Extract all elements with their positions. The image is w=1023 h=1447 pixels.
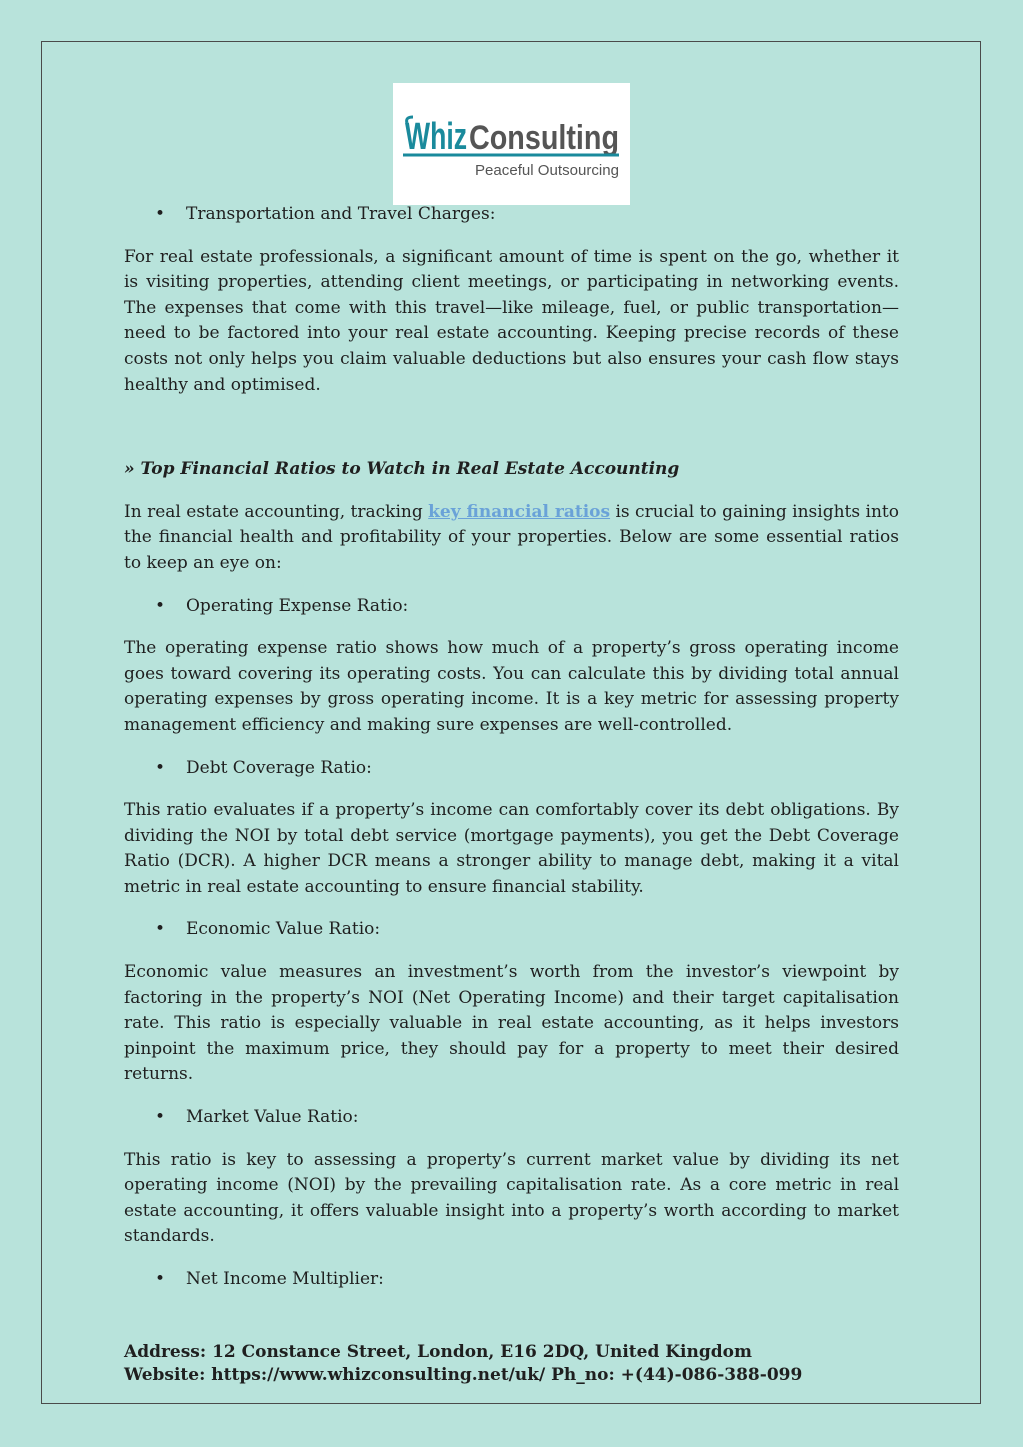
key-financial-ratios-link[interactable]: key financial ratios — [428, 501, 611, 522]
bullet-dot: • — [155, 919, 166, 940]
bullet-dot: • — [155, 204, 166, 224]
logo-consulting-text: Consulting — [469, 119, 619, 157]
bullet-economic-value-ratio: • Economic Value Ratio: — [124, 917, 899, 943]
bullet-debt-coverage-ratio: • Debt Coverage Ratio: — [124, 756, 899, 782]
paragraph-transportation: For real estate professionals, a significant amount of time is spent on the go, whether it is visiting properties, attending client meetings, or participating in networking events. The expenses that come with this travel—like mileage, fuel, or public transportation—need to be factored into your real estate accounting. Keeping precise records of these costs not only helps you claim valuable deductions but also ensures your cash flow stays healthy and optimised. — [124, 246, 899, 395]
logo-tagline: Peaceful Outsourcing — [475, 162, 619, 179]
bullet-transportation: • Transportation and Travel Charges: — [124, 202, 899, 228]
bullet-operating-expense-ratio: • Operating Expense Ratio: — [124, 594, 899, 620]
bullet-net-income-multiplier: • Net Income Multiplier: — [124, 1267, 899, 1293]
bullet-dot: • — [155, 1269, 166, 1289]
paragraph-debt-coverage-ratio: This ratio evaluates if a property’s income can comfortably cover its debt obligations. By dividing the NOI by total debt service (mortgage payments), you get the Debt Coverage Ratio (DCR). A higher DCR means a stronger ability to manage debt, making it a vital metric in real estate accounting to ensure financial stability. — [124, 800, 899, 897]
page-footer — [124, 1341, 924, 1387]
whizconsulting-logo — [393, 83, 630, 205]
bullet-dot: • — [155, 1107, 166, 1128]
document-body — [124, 202, 899, 1293]
bullet-market-value-ratio: • Market Value Ratio: — [124, 1105, 899, 1131]
bullet-dot: • — [155, 595, 166, 616]
paragraph-ratios-intro: In real estate accounting, tracking key financial ratios is crucial to gaining insights into the financial health and profitability of your properties. Below are some essential ratios to keep an eye on: — [124, 501, 899, 573]
logo-whiz-text: Whiz — [405, 116, 467, 158]
paragraph-economic-value-ratio: Economic value measures an investment’s worth from the investor’s viewpoint by factoring in the property’s NOI (Net Operating Income) and their target capitalisation rate. This ratio is especially valuable in real estate accounting, as it helps investors pinpoint the maximum price, they should pay for a property to meet their desired returns. — [124, 962, 899, 1085]
footer-address: Address: 12 Constance Street, London, E16 2DQ, United Kingdom — [124, 1342, 752, 1362]
paragraph-operating-expense-ratio: The operating expense ratio shows how much of a property’s gross operating income goes toward covering its operating costs. You can calculate this by dividing total annual operating expenses by gross operating income. It is a key metric for assessing property management efficiency and making sure expenses are well-controlled. — [124, 638, 899, 735]
footer-website-contact: Website: https://www.whizconsulting.net/uk/ Ph_no: +(44)-086-388-099 — [124, 1365, 803, 1385]
bullet-dot: • — [155, 757, 166, 778]
paragraph-market-value-ratio: This ratio is key to assessing a property’s current market value by dividing its net operating income (NOI) by the prevailing capitalisation rate. As a core metric in real estate accounting, it offers valuable insight into a property’s worth according to market standards. — [124, 1149, 899, 1247]
section-heading-ratios: » Top Financial Ratios to Watch in Real Estate Accounting — [124, 459, 680, 480]
